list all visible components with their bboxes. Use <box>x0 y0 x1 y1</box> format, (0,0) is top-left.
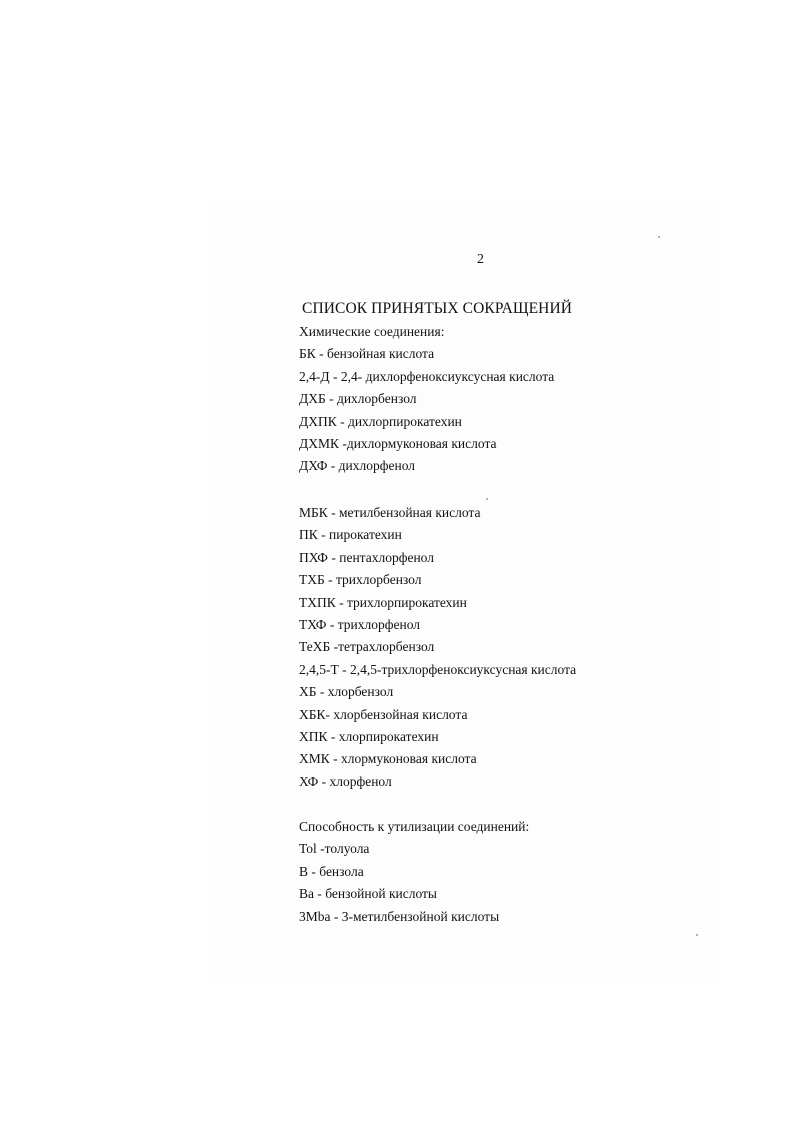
page-number: 2 <box>477 252 484 267</box>
abbreviation-item: ДХБ - дихлорбензол <box>299 391 417 407</box>
abbreviation-item: ДХМК -дихлормуконовая кислота <box>299 436 497 452</box>
abbreviation-item: МБК - метилбензойная кислота <box>299 505 481 520</box>
page-title: СПИСОК ПРИНЯТЫХ СОКРАЩЕНИЙ <box>302 300 573 317</box>
abbreviation-item: ТеХБ -тетрахлорбензол <box>299 639 435 655</box>
abbreviation-item: ХБК- хлорбензойная кислота <box>299 706 468 722</box>
abbreviation-item: ДХПК - дихлорпирокатехин <box>299 413 462 429</box>
chemicals-heading: Химические соединения: <box>299 324 445 339</box>
abbreviation-item: ХБ - хлорбензол <box>299 684 394 700</box>
chemicals-list-group-2 <box>299 502 576 793</box>
abbreviation-item: ПХФ - пентахлорфенол <box>299 549 434 565</box>
abbreviation-item: ДХФ - дихлорфенол <box>299 458 416 474</box>
chemicals-list-group-1 <box>299 321 554 478</box>
abbreviation-item: ТХФ - трихлорфенол <box>299 617 421 633</box>
abbreviation-item: ТХПК - трихлорпирокатехин <box>299 594 467 610</box>
abbreviation-item: 3Mba - 3-метилбензойной кислоты <box>299 908 500 924</box>
utilization-heading: Способность к утилизации соединений: <box>299 819 530 834</box>
scan-speck <box>696 934 698 936</box>
abbreviation-item: ХПК - хлорпирокатехин <box>299 729 439 745</box>
abbreviation-item: 2,4,5-Т - 2,4,5-трихлорфеноксиуксусная кислота <box>299 661 577 677</box>
utilization-list <box>299 816 529 928</box>
abbreviation-item: БК - бензойная кислота <box>299 346 435 362</box>
abbreviation-item: Ba - бензойной кислоты <box>299 886 438 902</box>
scan-speck <box>486 498 488 500</box>
abbreviation-item: ХМК - хлормуконовая кислота <box>299 751 477 767</box>
abbreviation-item: 2,4-Д - 2,4- дихлорфеноксиуксусная кислота <box>299 368 555 384</box>
abbreviation-item: ТХБ - трихлорбензол <box>299 572 422 588</box>
abbreviation-item: B - бензола <box>299 863 364 879</box>
scan-speck <box>658 236 660 238</box>
abbreviation-item: Tol -толуола <box>299 841 370 857</box>
abbreviation-item: ПК - пирокатехин <box>299 527 402 543</box>
abbreviation-item: ХФ - хлорфенол <box>299 773 392 789</box>
